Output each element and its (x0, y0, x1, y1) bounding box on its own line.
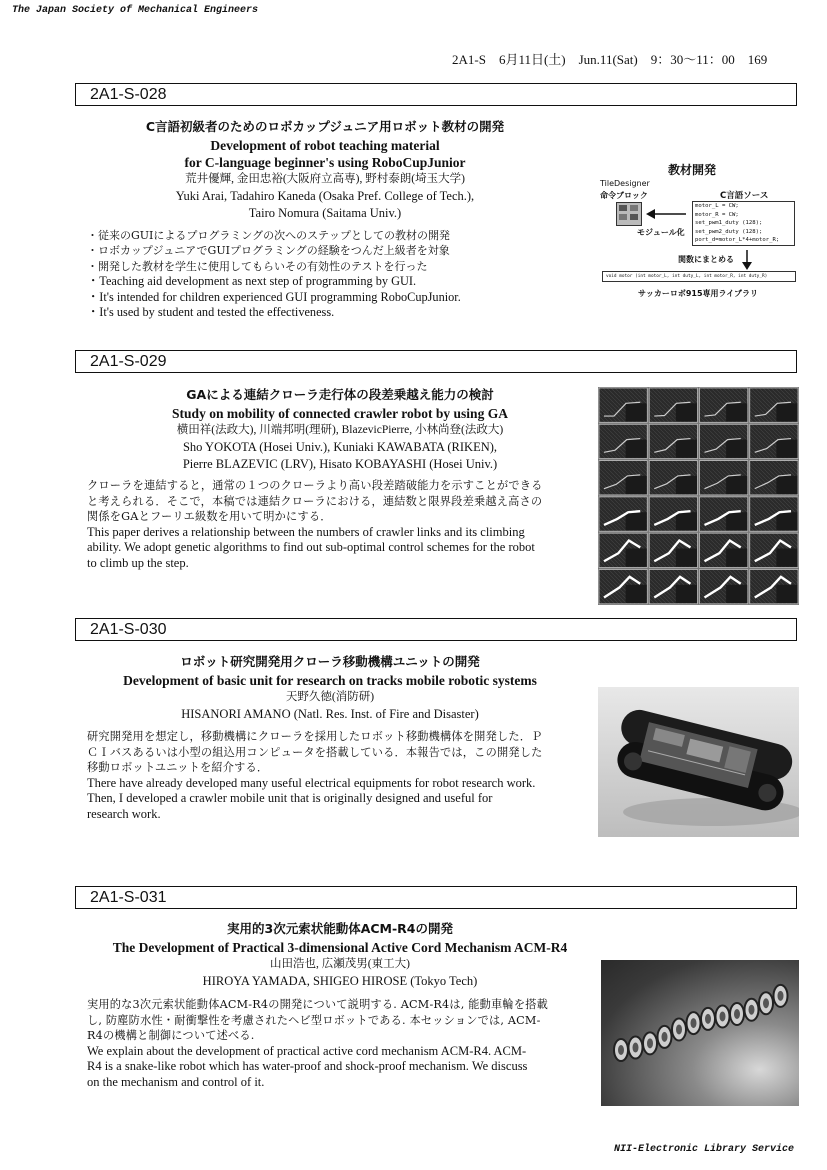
title-en: Study on mobility of connected crawler robot by using GA (172, 406, 508, 421)
step-obstacle (726, 403, 747, 421)
step-obstacle (626, 440, 647, 458)
wheel-hub (705, 1014, 711, 1024)
crawler-simulation-image (598, 387, 799, 605)
function-signature-box (602, 271, 796, 282)
abstract-ja-line: 移動ロボットユニットを紹介する． (87, 761, 269, 774)
step-obstacle (676, 512, 697, 530)
step-obstacle (776, 549, 797, 567)
step-obstacle (676, 585, 697, 603)
bullet-item: ・It's used by student and tested the effectiveness. (87, 305, 335, 320)
step-obstacle (626, 403, 647, 421)
authors-ja: 山田浩也, 広瀬茂男(東工大) (270, 958, 410, 970)
paper-id-box (75, 618, 797, 641)
authors-en: HIROYA YAMADA, SHIGEO HIROSE (Tokyo Tech) (202, 974, 478, 988)
abstract-en-line: This paper derives a relationship between the numbers of crawler links and its climbing (87, 524, 525, 539)
arrow-left-icon (646, 208, 688, 220)
code-box (692, 201, 795, 246)
step-obstacle (676, 403, 697, 421)
step-obstacle (626, 585, 647, 603)
paper-id: 2A1-S-028 (90, 86, 167, 103)
authors-en-line2: Pierre BLAZEVIC (LRV), Hisato KOBAYASHI (Hosei Univ.) (182, 457, 498, 471)
title-ja: GAによる連結クローラ走行体の段差乗越え能力の検討 (186, 387, 494, 402)
step-obstacle (726, 476, 747, 494)
step-obstacle (776, 403, 797, 421)
simulation-frames (598, 387, 799, 605)
step-obstacle (726, 549, 747, 567)
title-en-line2: for C-language beginner's using RoboCupJunior (184, 155, 466, 170)
session-info: 2A1-S 6月11日(土) Jun.11(Sat) 9：30〜11：00 169 (452, 52, 768, 67)
step-obstacle (626, 476, 647, 494)
step-obstacle (776, 476, 797, 494)
abstract-en-line: to climb up the step. (87, 555, 189, 570)
abstract-ja-line: 研究開発用を想定し，移動機構にクローラを採用したロボット移動機構体を開発した．Ｐ (87, 730, 543, 743)
figure-title: 教材開発 (668, 163, 717, 177)
step-obstacle (676, 440, 697, 458)
wheel-hub (676, 1024, 682, 1034)
title-en: Development of robot teaching material (210, 138, 440, 153)
title-en: The Development of Practical 3-dimensional Active Cord Mechanism ACM-R4 (112, 940, 568, 955)
bullet-item: ・Teaching aid development as next step of programming by GUI. (87, 274, 417, 289)
code-line: set_pwm1_duty (128); (695, 220, 763, 227)
bullet-item: ・従来のGUIによるプログラミングの次へのステップとしての教材の開発 (87, 229, 450, 242)
wheel-hub (618, 1045, 624, 1055)
abstract-en-line: research work. (87, 806, 161, 821)
function-signature: void motor (int motor_L, int duty_L, int motor_R, int duty_R) (606, 274, 768, 279)
abstract (87, 729, 597, 822)
abstract-en-line: ability. We adopt genetic algorithms to find out sub-optimal control schemes for the robot (87, 540, 535, 554)
title-ja: ロボット研究開発用クローラ移動機構ユニットの開発 (180, 654, 480, 669)
code-line: motor_L = CW; (695, 203, 739, 209)
step-obstacle (676, 476, 697, 494)
bullet-item: ・It's intended for children experienced GUI programming RoboCupJunior. (87, 289, 461, 304)
paper-id-box (75, 83, 797, 106)
wheel-hub (778, 991, 784, 1001)
abstract (87, 478, 597, 571)
paper-id: 2A1-S-031 (90, 889, 167, 906)
paper-id-box (75, 350, 797, 373)
modularize-label: モジュール化 (637, 228, 685, 237)
abstract-ja-line: ＣＩバスあるいは小型の組込用コンピュータを搭載している．本報告では，この開発した (87, 745, 543, 759)
abstract-ja-line: 実用的な3次元索状能動体ACM-R4の開発について説明する. ACM-R4は, 能動車輪を搭載 (87, 998, 548, 1011)
library-caption: サッカーロボ915専用ライブラリ (638, 289, 759, 298)
abstract-en-line: on the mechanism and control of it. (87, 1074, 265, 1089)
society-header: The Japan Society of Mechanical Engineers (12, 5, 259, 16)
step-obstacle (776, 512, 797, 530)
step-obstacle (726, 585, 747, 603)
paper-id: 2A1-S-030 (90, 621, 167, 638)
wheel-hub (734, 1009, 740, 1019)
block-icon (616, 202, 642, 226)
abstract-ja-line: 関係をGAとフーリエ級数を用いて明かにする． (87, 510, 332, 523)
snake-robot-photo (601, 960, 799, 1106)
wheel-hub (749, 1005, 755, 1015)
wheel-hub (691, 1018, 697, 1028)
authors-ja: 天野久徳(消防研) (285, 691, 375, 703)
bullet-item: ・開発した教材を学生に使用してもらいその有効性のテストを行った (87, 259, 428, 273)
bullet-list (87, 228, 461, 320)
wheel-hub (633, 1043, 639, 1053)
combine-functions-label: 関数にまとめる (678, 255, 734, 264)
wheel-hub (720, 1011, 726, 1021)
paper-header (90, 117, 560, 222)
paper-header (100, 385, 580, 473)
abstract-ja-line: し, 防塵防水性・耐衝撃性を考慮されたヘビ型ロボットである. 本セッションでは, ACM- (87, 1013, 541, 1027)
code-line: set_pwm2_duty (128); (695, 228, 763, 235)
authors-en-line2: Tairo Nomura (Saitama Univ.) (248, 206, 402, 220)
bullet-item: ・ロボカップジュニアでGUIプログラミングの経験をつんだ上級者を対象 (87, 244, 450, 258)
authors-ja: 荒井優輝, 金田忠裕(大阪府立高専), 野村泰朗(埼玉大学) (185, 173, 465, 185)
footer: NII-Electronic Library Service (614, 1144, 795, 1155)
arrow-down-icon (742, 250, 752, 270)
wheel-hub (662, 1032, 668, 1042)
authors-en: Sho YOKOTA (Hosei Univ.), Kuniaki KAWABATA (RIKEN), (182, 440, 498, 454)
abstract-en-line: There have already developed many useful electrical equipments for robot research work. (87, 775, 536, 790)
authors-en: HISANORI AMANO (Natl. Res. Inst. of Fire and Disaster) (181, 707, 479, 721)
abstract-ja-line: クローラを連結すると，通常の１つのクローラより高い段差踏破能力を示すことができる (87, 479, 543, 492)
code-line: motor_R = CW; (695, 211, 739, 218)
title-ja: 実用的3次元索状能動体ACM-R4の開発 (227, 921, 453, 936)
authors-ja: 横田祥(法政大), 川端邦明(理研), BlazevicPierre, 小林尚登(法政大) (176, 424, 504, 436)
step-obstacle (626, 512, 647, 530)
step-obstacle (676, 549, 697, 567)
paper-id-box (75, 886, 797, 909)
step-obstacle (726, 512, 747, 530)
teaching-material-figure (596, 158, 801, 300)
title-en: Development of basic unit for research on tracks mobile robotic systems (123, 673, 537, 688)
tile-designer-label: TileDesigner (600, 179, 650, 188)
abstract-en-line: Then, I developed a crawler mobile unit that is originally designed and useful for (87, 791, 493, 805)
step-obstacle (626, 549, 647, 567)
step-obstacle (726, 440, 747, 458)
abstract (87, 997, 592, 1090)
wheel-hub (763, 998, 769, 1008)
abstract-en-line: R4 is a snake-like robot which has water-proof and shock-proof mechanism. We discuss (87, 1059, 528, 1073)
abstract-ja-line: と考えられる．そこで，本稿では連結クローラにおける，連結数と限界段差乗越え高さの (87, 494, 543, 508)
command-block-label: 命令ブロック (600, 191, 648, 200)
paper-header (80, 919, 600, 990)
abstract-ja-line: R4の機構と制御について述べる. (87, 1029, 255, 1042)
paper-id: 2A1-S-029 (90, 353, 167, 370)
crawler-unit-photo (598, 687, 799, 837)
wheel-hub (647, 1038, 653, 1048)
step-obstacle (776, 440, 797, 458)
abstract-en-line: We explain about the development of practical active cord mechanism ACM-R4. ACM- (87, 1043, 527, 1058)
paper-header (90, 652, 570, 723)
authors-en: Yuki Arai, Tadahiro Kaneda (Osaka Pref. College of Tech.), (175, 189, 475, 203)
c-source-label: C言語ソース (720, 191, 769, 201)
code-line: port_d=motor_L*4+motor_R; (695, 237, 780, 244)
title-ja: C言語初級者のためのロボカップジュニア用ロボット教材の開発 (145, 119, 505, 134)
step-obstacle (776, 585, 797, 603)
